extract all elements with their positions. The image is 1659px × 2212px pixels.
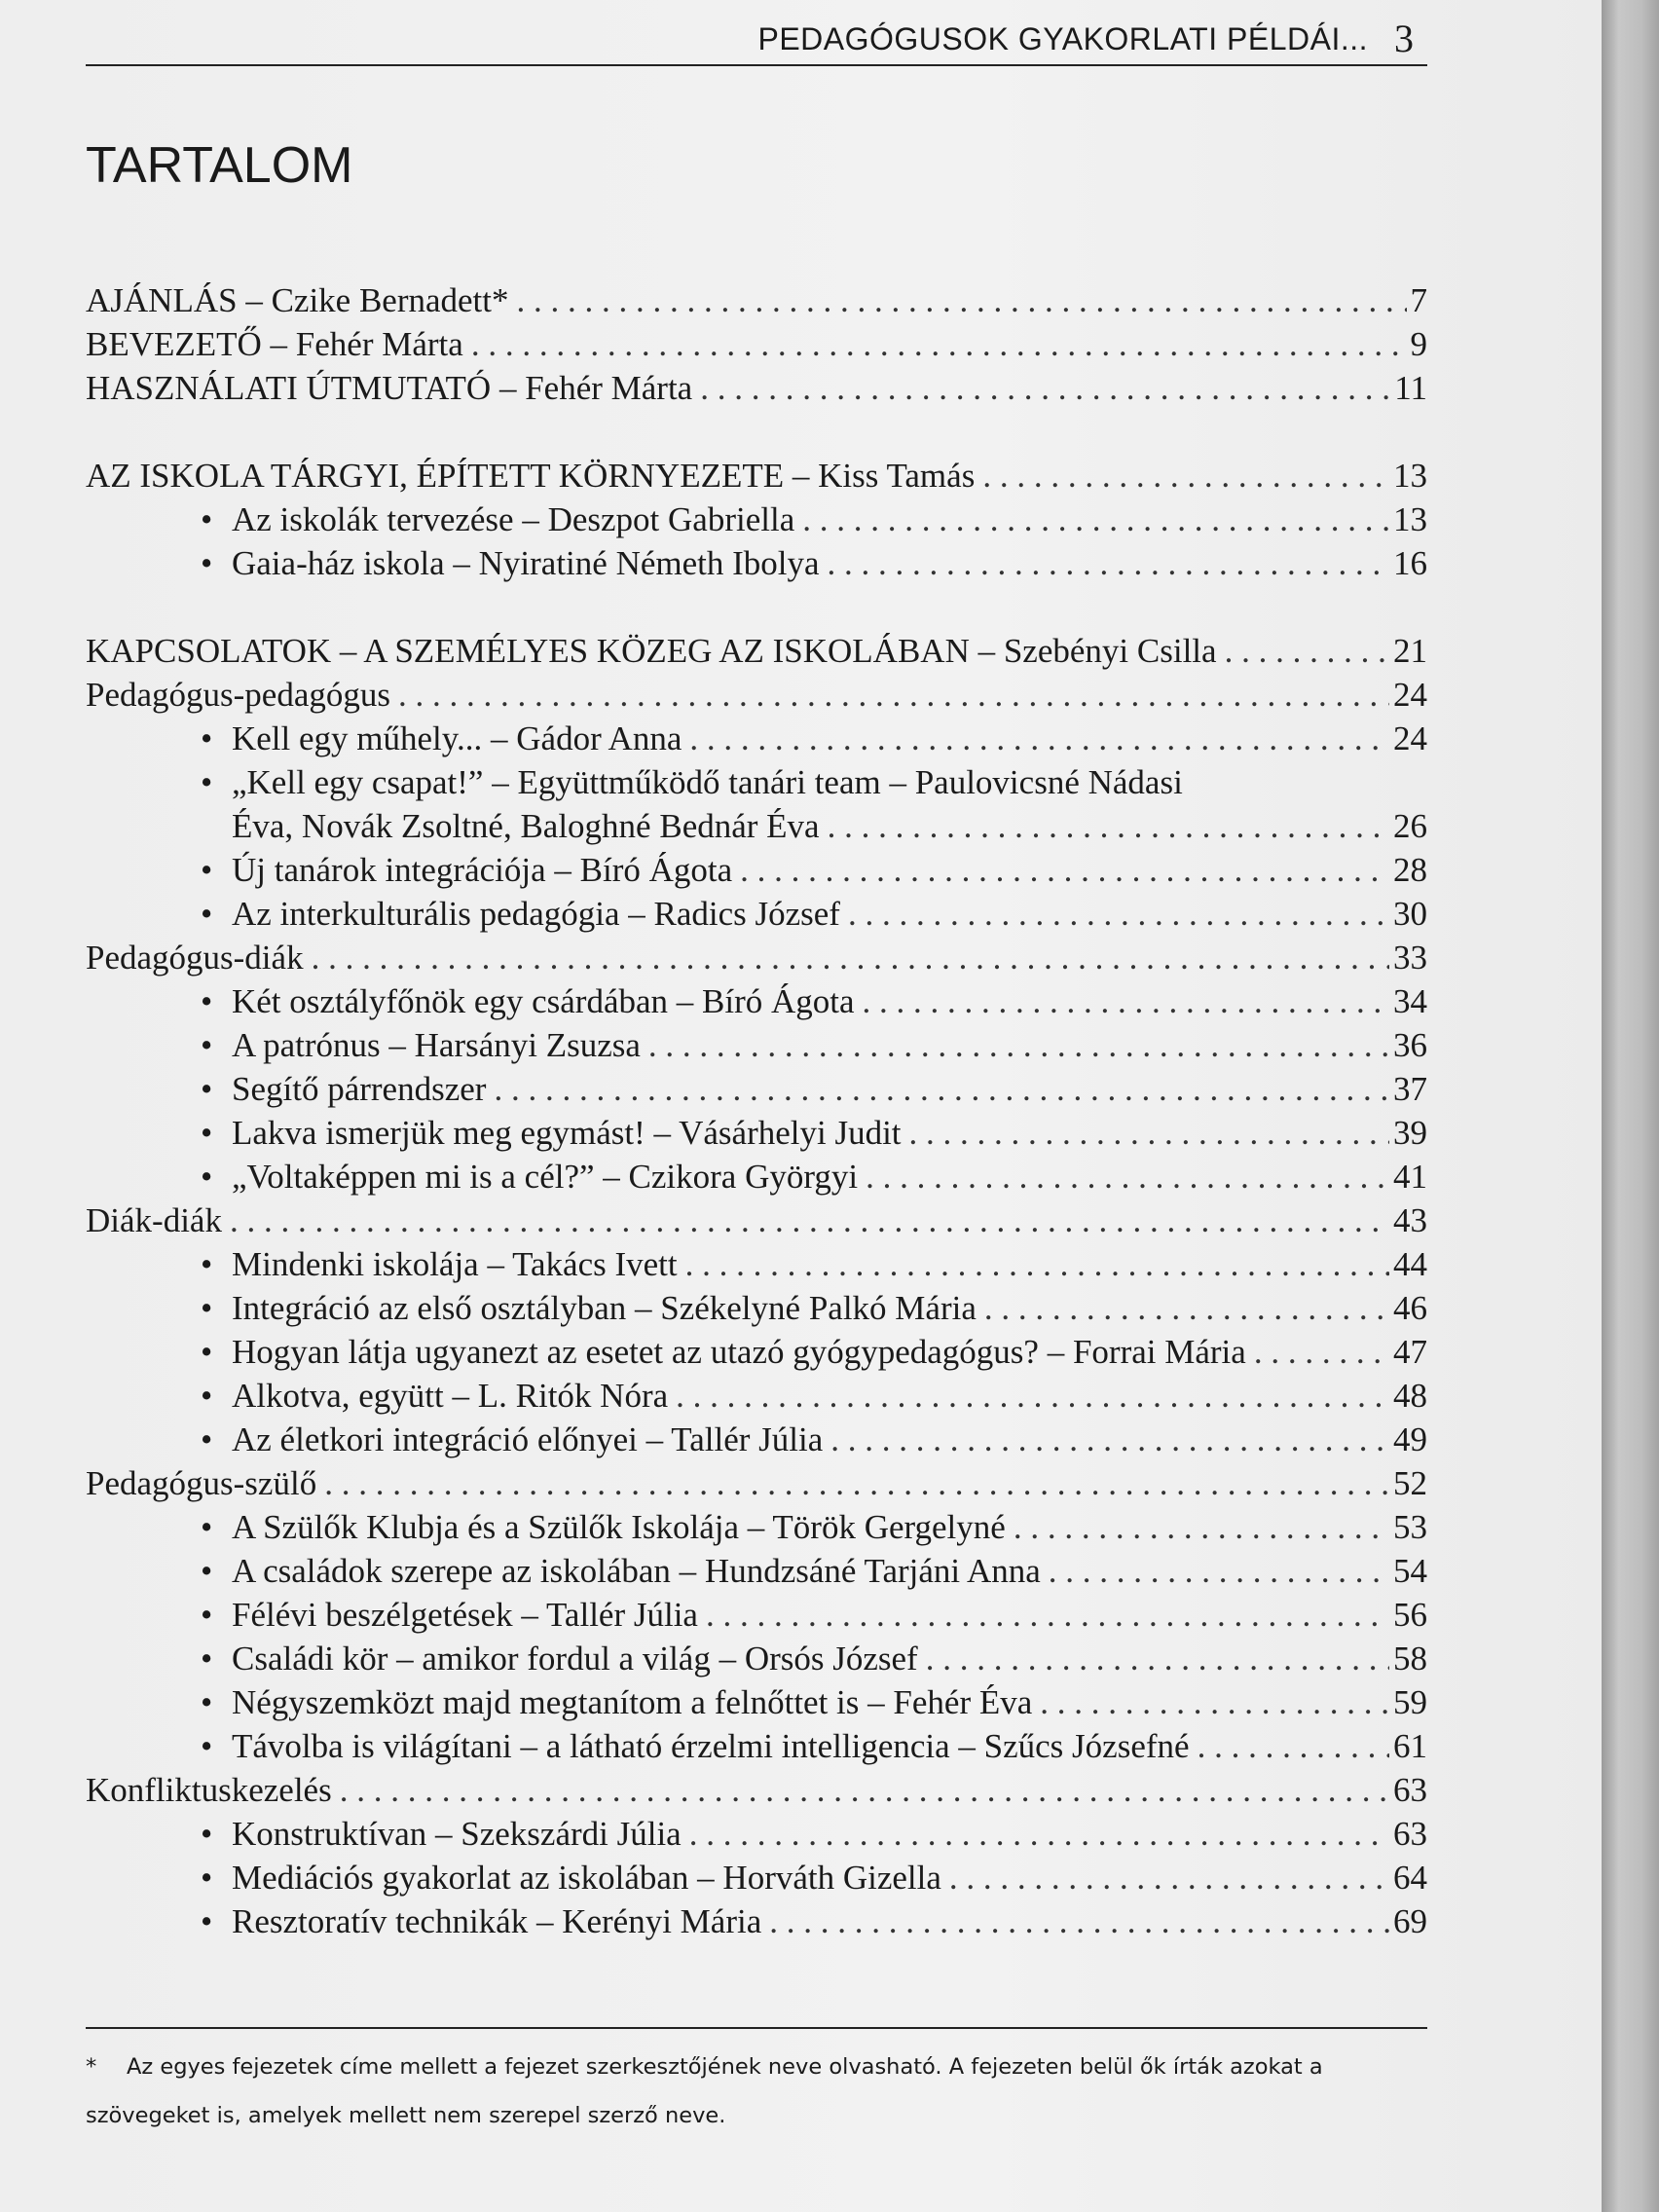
bullet-icon: • (201, 1070, 213, 1108)
toc-page-number: 64 (1393, 1859, 1427, 1897)
toc-subentry (86, 979, 1427, 1023)
toc-entry-title: Integráció az első osztályban – Székelyné Palkó Mária (232, 1289, 977, 1327)
toc-entry-title: Pedagógus-szülő (86, 1464, 317, 1502)
toc-entry (86, 1768, 1427, 1812)
bullet-icon: • (201, 500, 213, 538)
toc-entry-title: Pedagógus-pedagógus (86, 676, 391, 714)
toc-page-number: 7 (1410, 281, 1427, 319)
toc-entry (86, 1198, 1427, 1242)
dot-leader (700, 366, 1390, 410)
toc-spacer (86, 585, 1427, 629)
footnote (86, 2043, 1427, 2140)
toc-entry-title: Az iskolák tervezése – Deszpot Gabriella (232, 500, 795, 538)
toc-page-number: 28 (1393, 851, 1427, 889)
bullet-icon: • (201, 1508, 213, 1546)
toc-page-number: 39 (1393, 1114, 1427, 1152)
toc-subentry (86, 1374, 1427, 1418)
bullet-icon: • (201, 719, 213, 757)
toc-entry-title: Mindenki iskolája – Takács Ivett (232, 1245, 678, 1283)
dot-leader (1040, 1680, 1389, 1724)
toc-page-number: 36 (1393, 1026, 1427, 1064)
dot-leader (982, 454, 1389, 498)
bullet-icon: • (201, 1727, 213, 1765)
toc-entry-title: Alkotva, együtt – L. Ritók Nóra (232, 1377, 669, 1415)
toc-subentry (86, 1418, 1427, 1461)
toc-page-number: 16 (1393, 544, 1427, 582)
toc-entry-title: Éva, Novák Zsoltné, Baloghné Bednár Éva (232, 807, 820, 845)
toc-title: TARTALOM (86, 137, 353, 194)
toc-page-number: 56 (1393, 1596, 1427, 1634)
toc-entry-title: A Szülők Klubja és a Szülők Iskolája – Török Gergelyné (232, 1508, 1006, 1546)
dot-leader (689, 1812, 1389, 1856)
toc-page-number: 21 (1393, 632, 1427, 670)
toc-page-number: 24 (1393, 676, 1427, 714)
bullet-icon: • (201, 1596, 213, 1634)
toc-subentry (86, 1899, 1427, 1943)
toc-page-number: 13 (1393, 500, 1427, 538)
dot-leader (1198, 1724, 1389, 1768)
toc-entry-title: Két osztályfőnök egy csárdában – Bíró Ágota (232, 982, 855, 1020)
toc-entry-title: „Voltaképpen mi is a cél?” – Czikora Györgyi (232, 1158, 859, 1196)
toc-subentry (86, 1812, 1427, 1856)
toc-entry-title: Távolba is világítani – a látható érzelmi intelligencia – Szűcs Józsefné (232, 1727, 1190, 1765)
toc-page-number: 44 (1393, 1245, 1427, 1283)
toc-page-number: 69 (1393, 1902, 1427, 1940)
toc-entry-title: Négyszemközt majd megtanítom a felnőttet is – Fehér Éva (232, 1683, 1033, 1721)
dot-leader (802, 498, 1389, 541)
toc-entry-title: KAPCSOLATOK – A SZEMÉLYES KÖZEG AZ ISKOLÁBAN – Szebényi Csilla (86, 632, 1217, 670)
toc-subentry (86, 804, 1427, 848)
toc-subentry (86, 541, 1427, 585)
bullet-icon: • (201, 544, 213, 582)
toc-subentry (86, 1549, 1427, 1593)
toc-entry-title: Félévi beszélgetések – Tallér Júlia (232, 1596, 698, 1634)
toc-page-number: 48 (1393, 1377, 1427, 1415)
toc-subentry (86, 1637, 1427, 1680)
toc-page-number: 61 (1393, 1727, 1427, 1765)
toc-subentry (86, 892, 1427, 936)
toc-entry-title: Konstruktívan – Szekszárdi Júlia (232, 1815, 682, 1853)
dot-leader (706, 1593, 1389, 1637)
toc-subentry (86, 1505, 1427, 1549)
toc-page-number: 24 (1393, 719, 1427, 757)
toc-subentry (86, 1286, 1427, 1330)
toc-page-number: 9 (1410, 325, 1427, 363)
toc-entry (86, 454, 1427, 498)
bullet-icon: • (201, 1289, 213, 1327)
toc-entry (86, 366, 1427, 410)
toc-subentry (86, 1242, 1427, 1286)
dot-leader (1014, 1505, 1389, 1549)
toc-entry (86, 673, 1427, 717)
book-spine-shadow (1602, 0, 1659, 2212)
toc-page-number: 52 (1393, 1464, 1427, 1502)
toc-page-number: 41 (1393, 1158, 1427, 1196)
dot-leader (769, 1899, 1389, 1943)
toc-spacer (86, 410, 1427, 454)
toc-page-number: 53 (1393, 1508, 1427, 1546)
toc-entry-title: Családi kör – amikor fordul a világ – Orsós József (232, 1640, 918, 1677)
toc-page-number: 49 (1393, 1420, 1427, 1458)
dot-leader (740, 848, 1389, 892)
dot-leader (689, 717, 1389, 760)
toc-page-number: 33 (1393, 939, 1427, 977)
toc-subentry (86, 760, 1427, 804)
toc-subentry (86, 848, 1427, 892)
toc-subentry (86, 1155, 1427, 1198)
toc-page-number: 26 (1393, 807, 1427, 845)
dot-leader (863, 979, 1389, 1023)
dot-leader (828, 541, 1389, 585)
toc-entry-title: AJÁNLÁS – Czike Bernadett* (86, 281, 509, 319)
toc-entry (86, 936, 1427, 979)
toc-entry (86, 278, 1427, 322)
dot-leader (1254, 1330, 1389, 1374)
bullet-icon: • (201, 1859, 213, 1897)
bullet-icon: • (201, 1420, 213, 1458)
dot-leader (949, 1856, 1389, 1899)
toc-page-number: 63 (1393, 1815, 1427, 1853)
toc-page-number: 59 (1393, 1683, 1427, 1721)
toc-entry-title: Diák-diák (86, 1201, 222, 1239)
toc-entry-title: Konfliktuskezelés (86, 1771, 332, 1809)
toc-page-number: 46 (1393, 1289, 1427, 1327)
toc-subentry (86, 1724, 1427, 1768)
bullet-icon: • (201, 1683, 213, 1721)
dot-leader (984, 1286, 1389, 1330)
toc-page-number: 47 (1393, 1333, 1427, 1371)
toc-entry-title: AZ ISKOLA TÁRGYI, ÉPÍTETT KÖRNYEZETE – Kiss Tamás (86, 457, 976, 495)
dot-leader (909, 1111, 1389, 1155)
toc-entry-title: A patrónus – Harsányi Zsuzsa (232, 1026, 641, 1064)
toc-page-number: 37 (1393, 1070, 1427, 1108)
toc-entry-title: Pedagógus-diák (86, 939, 304, 977)
dot-leader (685, 1242, 1389, 1286)
bullet-icon: • (201, 1114, 213, 1152)
toc-entry-title: „Kell egy csapat!” – Együttműködő tanári team – Paulovicsné Nádasi (232, 763, 1183, 801)
footnote-marker: * (86, 2054, 97, 2080)
toc-subentry (86, 717, 1427, 760)
toc-entry-title: Gaia-ház iskola – Nyiratiné Németh Ibolya (232, 544, 820, 582)
dot-leader (517, 278, 1407, 322)
toc-subentry (86, 1680, 1427, 1724)
toc-subentry (86, 1593, 1427, 1637)
dot-leader (648, 1023, 1389, 1067)
dot-leader (494, 1067, 1389, 1111)
bullet-icon: • (201, 763, 213, 801)
toc-entry (86, 322, 1427, 366)
bullet-icon: • (201, 1552, 213, 1590)
toc-entry-title: Az életkori integráció előnyei – Tallér Júlia (232, 1420, 824, 1458)
bullet-icon: • (201, 1815, 213, 1853)
toc-entry-title: Kell egy műhely... – Gádor Anna (232, 719, 682, 757)
toc-entry-title: A családok szerepe az iskolában – Hundzsáné Tarjáni Anna (232, 1552, 1041, 1590)
toc-entry-title: Az interkulturális pedagógia – Radics József (232, 895, 840, 933)
bullet-icon: • (201, 982, 213, 1020)
footnote-text: Az egyes fejezetek címe mellett a fejezet szerkesztőjének neve olvasható. A fejezeten belül ők írták azokat a szövegeket is, amelyek mellett nem szerepel szerző neve. (86, 2054, 1323, 2128)
bullet-icon: • (201, 1158, 213, 1196)
toc-entry (86, 629, 1427, 673)
bullet-icon: • (201, 1333, 213, 1371)
toc-entry-title: HASZNÁLATI ÚTMUTATÓ – Fehér Márta (86, 369, 693, 407)
toc-page-number: 34 (1393, 982, 1427, 1020)
toc-entry-title: Mediációs gyakorlat az iskolában – Horváth Gizella (232, 1859, 941, 1897)
dot-leader (398, 673, 1389, 717)
toc-page-number: 13 (1393, 457, 1427, 495)
toc-entry-title: Resztoratív technikák – Kerényi Mária (232, 1902, 762, 1940)
dot-leader (324, 1461, 1389, 1505)
toc-subentry (86, 498, 1427, 541)
bullet-icon: • (201, 1902, 213, 1940)
dot-leader (1049, 1549, 1389, 1593)
toc-entry (86, 1461, 1427, 1505)
toc-entry-title: Lakva ismerjük meg egymást! – Vásárhelyi Judit (232, 1114, 902, 1152)
dot-leader (230, 1198, 1389, 1242)
toc-page-number: 11 (1394, 369, 1427, 407)
toc-subentry (86, 1067, 1427, 1111)
running-head: PEDAGÓGUSOK GYAKORLATI PÉLDÁI... (757, 21, 1368, 56)
dot-leader (1225, 629, 1389, 673)
footnote-rule (86, 2027, 1427, 2029)
dot-leader (848, 892, 1389, 936)
toc-subentry (86, 1023, 1427, 1067)
table-of-contents (86, 278, 1427, 1943)
toc-page-number: 63 (1393, 1771, 1427, 1809)
toc-subentry (86, 1856, 1427, 1899)
dot-leader (471, 322, 1407, 366)
bullet-icon: • (201, 895, 213, 933)
toc-entry-title: Segítő párrendszer (232, 1070, 487, 1108)
dot-leader (828, 804, 1389, 848)
dot-leader (676, 1374, 1389, 1418)
toc-page-number: 58 (1393, 1640, 1427, 1677)
dot-leader (312, 936, 1389, 979)
toc-entry-title: BEVEZETŐ – Fehér Márta (86, 325, 463, 363)
dot-leader (830, 1418, 1389, 1461)
header-rule (86, 64, 1427, 66)
dot-leader (340, 1768, 1389, 1812)
page-number: 3 (1394, 17, 1414, 60)
toc-entry-title: Új tanárok integrációja – Bíró Ágota (232, 851, 733, 889)
bullet-icon: • (201, 1640, 213, 1677)
bullet-icon: • (201, 1026, 213, 1064)
toc-page-number: 30 (1393, 895, 1427, 933)
toc-page-number: 43 (1393, 1201, 1427, 1239)
toc-page-number: 54 (1393, 1552, 1427, 1590)
dot-leader (926, 1637, 1389, 1680)
dot-leader (866, 1155, 1389, 1198)
toc-subentry (86, 1111, 1427, 1155)
toc-subentry (86, 1330, 1427, 1374)
toc-entry-title: Hogyan látja ugyanezt az esetet az utazó gyógypedagógus? – Forrai Mária (232, 1333, 1246, 1371)
bullet-icon: • (201, 1245, 213, 1283)
bullet-icon: • (201, 851, 213, 889)
bullet-icon: • (201, 1377, 213, 1415)
